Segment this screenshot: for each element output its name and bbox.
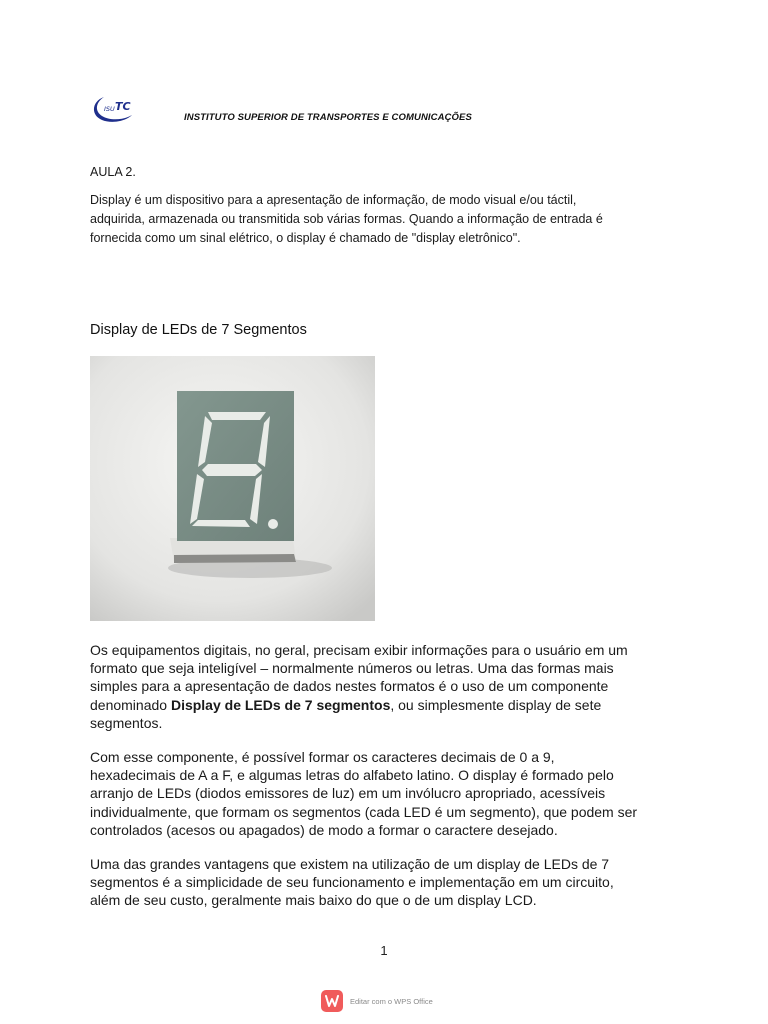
institute-name: INSTITUTO SUPERIOR DE TRANSPORTES E COMUNICAÇÕES xyxy=(184,112,472,123)
text-line: simples para a apresentação de dados nestes formatos é o uso de um componente xyxy=(90,678,609,695)
svg-text:TC: TC xyxy=(115,100,131,113)
isutc-logo xyxy=(90,93,134,125)
paragraph-1 xyxy=(90,641,690,732)
paragraph-2 xyxy=(90,748,690,839)
text-line: fornecida como um sinal elétrico, o display é chamado de "display eletrônico". xyxy=(90,231,521,245)
text-line: Display é um dispositivo para a apresentação de informação, de modo visual e/ou táctil, xyxy=(90,193,577,207)
text-line: Com esse componente, é possível formar os caracteres decimais de 0 a 9, xyxy=(90,749,555,765)
text-line: hexadecimais de A a F, e algumas letras do alfabeto latino. O display é formado pelo xyxy=(90,767,614,784)
lesson-title: AULA 2. xyxy=(90,165,136,179)
text-line xyxy=(90,696,690,714)
bold-term: Display de LEDs de 7 segmentos xyxy=(170,696,391,713)
text-line: controlados (acesos ou apagados) de modo a formar o caractere desejado. xyxy=(90,821,558,838)
text-line: segmentos é a simplicidade de seu funcionamento e implementação em um circuito, xyxy=(90,874,614,891)
text-segment: denominado xyxy=(90,696,171,713)
text-line: além de seu custo, geralmente mais baixo do que o de um display LCD. xyxy=(90,892,537,909)
wps-label: Editar com o WPS Office xyxy=(350,996,433,1006)
text-line: segmentos. xyxy=(90,714,163,731)
text-line: formato que seja inteligível – normalmente números ou letras. Uma das formas mais xyxy=(90,660,614,677)
text-line: arranjo de LEDs (diodos emissores de luz) em um invólucro apropriado, acessíveis xyxy=(90,785,606,802)
paragraph-3 xyxy=(90,855,690,910)
page-number: 1 xyxy=(380,943,388,958)
text-line: Os equipamentos digitais, no geral, precisam exibir informações para o usuário em um xyxy=(90,642,628,658)
edit-with-wps-link[interactable] xyxy=(321,990,433,1012)
seven-segment-display-photo xyxy=(90,356,375,621)
text-line: Uma das grandes vantagens que existem na utilização de um display de LEDs de 7 xyxy=(90,856,610,872)
svg-text:ISU: ISU xyxy=(104,105,115,113)
text-line: adquirida, armazenada ou transmitida sob várias formas. Quando a informação de entrada é xyxy=(90,212,603,226)
text-segment: , ou simplesmente display de sete xyxy=(390,696,602,713)
wps-logo-icon xyxy=(321,990,343,1012)
section-heading: Display de LEDs de 7 Segmentos xyxy=(90,322,307,338)
text-line: individualmente, que formam os segmentos (cada LED é um segmento), que podem ser xyxy=(90,803,638,820)
intro-paragraph xyxy=(90,191,690,248)
